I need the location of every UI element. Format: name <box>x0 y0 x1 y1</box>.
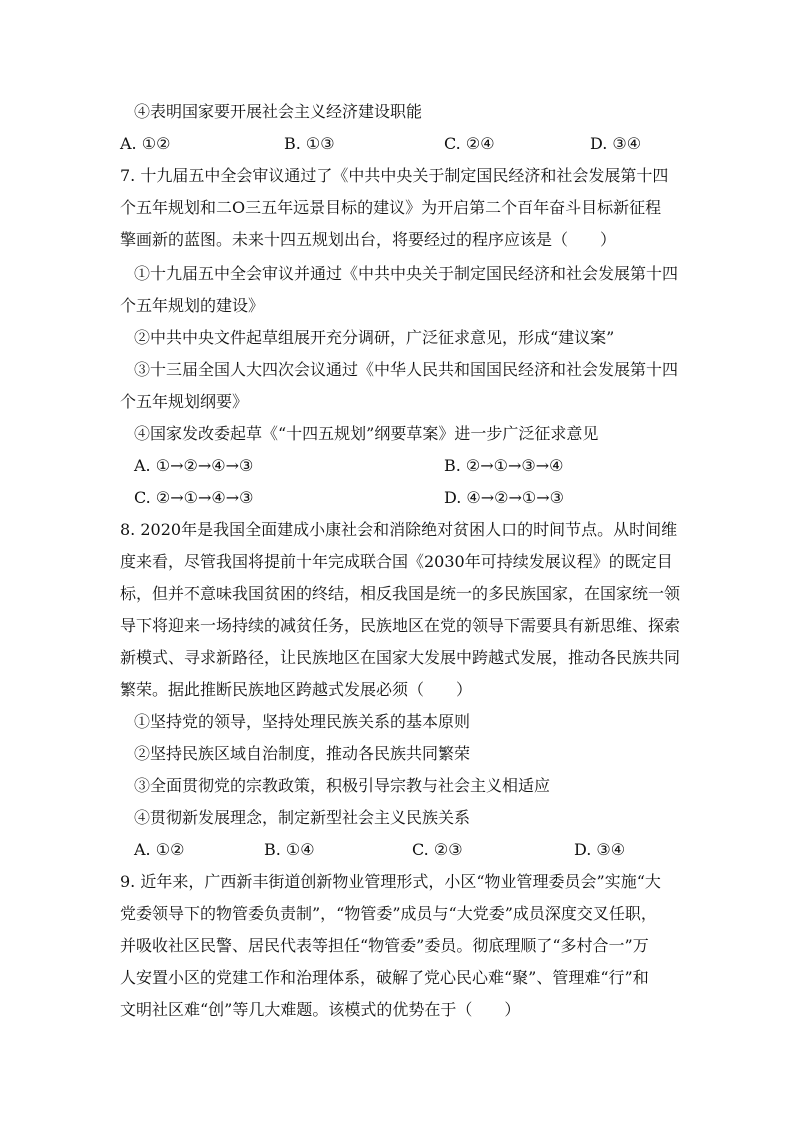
q7-item-3: ③十三届全国人大四次会议通过《中华人民共和国国民经济和社会发展第十四 <box>134 360 679 379</box>
q7-stem-line: 擎画新的蓝图。未来十四五规划出台，将要经过的程序应该是（ ） <box>120 230 617 249</box>
q7-option-b: B. ②→①→③→④ <box>444 456 564 475</box>
q6-item-4: ④表明国家要开展社会主义经济建设职能 <box>134 102 423 121</box>
q8-option-c: C. ②③ <box>412 840 463 859</box>
q7-item-1-cont: 个五年规划的建设》 <box>120 296 265 315</box>
q6-option-b: B. ①③ <box>284 134 335 153</box>
q6-option-a: A. ①② <box>120 134 171 153</box>
q6-option-c: C. ②④ <box>444 134 495 153</box>
q7-item-3-cont: 个五年规划纲要》 <box>120 392 249 411</box>
q8-stem-line: 标，但并不意味我国贫困的终结，相反我国是统一的多民族国家，在国家统一领 <box>120 584 681 603</box>
q6-option-d: D. ③④ <box>590 134 642 153</box>
q7-option-d: D. ④→②→①→③ <box>444 488 565 507</box>
q8-stem-line: 导下将迎来一场持续的减贫任务，民族地区在党的领导下需要具有新思维、探索 <box>120 616 681 635</box>
q9-stem-line: 并吸收社区民警、居民代表等担任“物管委”委员。彻底理顺了“多村合一”万 <box>120 936 649 955</box>
q8-option-b: B. ①④ <box>264 840 315 859</box>
q8-option-a: A. ①② <box>134 840 185 859</box>
q8-item-3: ③全面贯彻党的宗教政策，积极引导宗教与社会主义相适应 <box>134 776 551 795</box>
q8-stem-line: 新模式、寻求新路径，让民族地区在国家大发展中跨越式发展，推动各民族共同 <box>120 648 681 667</box>
q7-item-1: ①十九届五中全会审议并通过《中共中央关于制定国民经济和社会发展第十四 <box>134 264 679 283</box>
q9-stem-line: 9. 近年来，广西新丰街道创新物业管理形式，小区“物业管理委员会”实施“大 <box>120 872 661 891</box>
q8-stem-line: 度来看，尽管我国将提前十年完成联合国《2030年可持续发展议程》的既定目 <box>120 552 673 571</box>
q7-stem-line: 个五年规划和二O三五年远景目标的建议》为开启第二个百年奋斗目标新征程 <box>120 198 662 217</box>
q7-item-2: ②中共中央文件起草组展开充分调研，广泛征求意见，形成“建议案” <box>134 328 615 347</box>
q7-stem-line: 7. 十九届五中全会审议通过了《中共中央关于制定国民经济和社会发展第十四 <box>120 166 669 185</box>
q8-stem-line: 8. 2020年是我国全面建成小康社会和消除绝对贫困人口的时间节点。从时间维 <box>120 520 678 539</box>
q9-stem-line: 党委领导下的物管委负责制”，“物管委”成员与“大党委”成员深度交叉任职， <box>120 904 657 923</box>
q7-item-4: ④国家发改委起草《“十四五规划”纲要草案》进一步广泛征求意见 <box>134 424 599 443</box>
q7-option-c: C. ②→①→④→③ <box>134 488 254 507</box>
q8-stem-line: 繁荣。据此推断民族地区跨越式发展必须（ ） <box>120 680 473 699</box>
q9-stem-line: 人安置小区的党建工作和治理体系，破解了党心民心难“聚”、管理难“行”和 <box>120 968 649 987</box>
q8-item-1: ①坚持党的领导，坚持处理民族关系的基本原则 <box>134 712 471 731</box>
q8-item-2: ②坚持民族区域自治制度，推动各民族共同繁荣 <box>134 744 471 763</box>
q9-stem-line: 文明社区难“创”等几大难题。该模式的优势在于（ ） <box>120 1000 521 1019</box>
q8-option-d: D. ③④ <box>574 840 626 859</box>
q8-item-4: ④贯彻新发展理念，制定新型社会主义民族关系 <box>134 808 471 827</box>
q7-option-a: A. ①→②→④→③ <box>134 456 254 475</box>
